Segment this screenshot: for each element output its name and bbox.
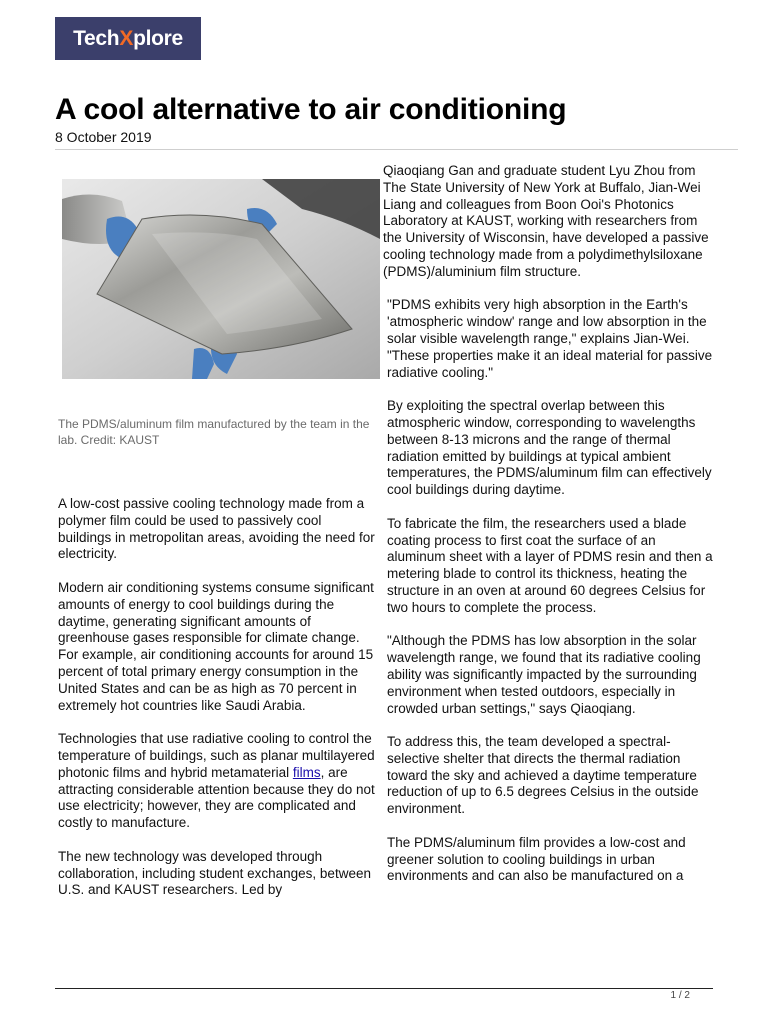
header-divider bbox=[55, 149, 738, 150]
body-column-right bbox=[383, 163, 717, 902]
page-number: 1 / 2 bbox=[670, 990, 690, 1001]
paragraph: A low-cost passive cooling technology made from a polymer film could be used to passively cool buildings in metropolitan areas, avoiding the need for electricity. bbox=[58, 496, 375, 562]
paragraph: By exploiting the spectral overlap between this atmospheric window, corresponding to wavelengths between 8-13 microns and the range of thermal radiation emitted by buildings at typical ambient temperatures, the PDMS/aluminum film can effectively cool buildings during daytime. bbox=[387, 398, 712, 498]
paragraph: "Although the PDMS has low absorption in the solar wavelength range, we found that its radiative cooling ability was significantly impacted by the surrounding environment when tested outdoors, especially in crowded urban settings," says Qiaoqiang. bbox=[387, 633, 701, 716]
paragraph: Modern air conditioning systems consume significant amounts of energy to cool buildings during the daytime, generating significant amounts of greenhouse gases responsible for climate change. For example, air conditioning accounts for around 15 percent of total primary energy consumption in the United States and can be as high as 70 percent in extremely hot countries like Saudi Arabia. bbox=[58, 579, 374, 713]
paragraph: The new technology was developed through collaboration, including student exchanges, between U.S. and KAUST researchers. Led by bbox=[58, 848, 371, 898]
paragraph: The PDMS/aluminum film provides a low-cost and greener solution to cooling buildings in urban environments and can also be manufactured on a bbox=[387, 834, 686, 884]
body-column-left bbox=[58, 496, 376, 916]
article-title: A cool alternative to air conditioning bbox=[55, 93, 567, 126]
paragraph: To address this, the team developed a spectral-selective shelter that directs the thermal radiation toward the sky and achieved a daytime temperature reduction of up to 6.5 degrees Celsius in the outside environment. bbox=[387, 734, 699, 817]
films-link[interactable]: films bbox=[292, 764, 321, 780]
figure-caption: The PDMS/aluminum film manufactured by the team in the lab. Credit: KAUST bbox=[58, 417, 370, 447]
article-photo bbox=[62, 179, 380, 379]
article-date: 8 October 2019 bbox=[55, 129, 152, 145]
logo-wordmark: TechXplore bbox=[73, 26, 183, 50]
paragraph: Technologies that use radiative cooling to control the temperature of buildings, such as planar multilayered photonic films and hybrid metamaterial films, are attracting considerable attention because they do not use electricity; however, they are complicated and costly to manufacture. bbox=[58, 731, 375, 831]
paragraph: Qiaoqiang Gan and graduate student Lyu Zhou from The State University of New York at Buffalo, Jian-Wei Liang and colleagues from Boon Ooi's Photonics Laboratory at KAUST, working with researchers from the University of Wisconsin, have developed a passive cooling technology made from a polydimethylsiloxane (PDMS)/aluminium film structure. bbox=[383, 163, 709, 279]
techxplore-logo[interactable] bbox=[55, 17, 201, 60]
logo-x-mark: X bbox=[119, 26, 134, 50]
footer-divider bbox=[55, 988, 713, 989]
paragraph: To fabricate the film, the researchers used a blade coating process to first coat the surface of an aluminum sheet with a layer of PDMS resin and then a metering blade to control its thickness, heating the structure in an oven at around 60 degrees Celsius for two hours to complete the process. bbox=[387, 515, 713, 615]
paragraph: "PDMS exhibits very high absorption in the Earth's 'atmospheric window' range and low absorption in the solar visible wavelength range," explains Jian-Wei. "These properties make it an ideal material for passive radiative cooling." bbox=[387, 297, 713, 380]
